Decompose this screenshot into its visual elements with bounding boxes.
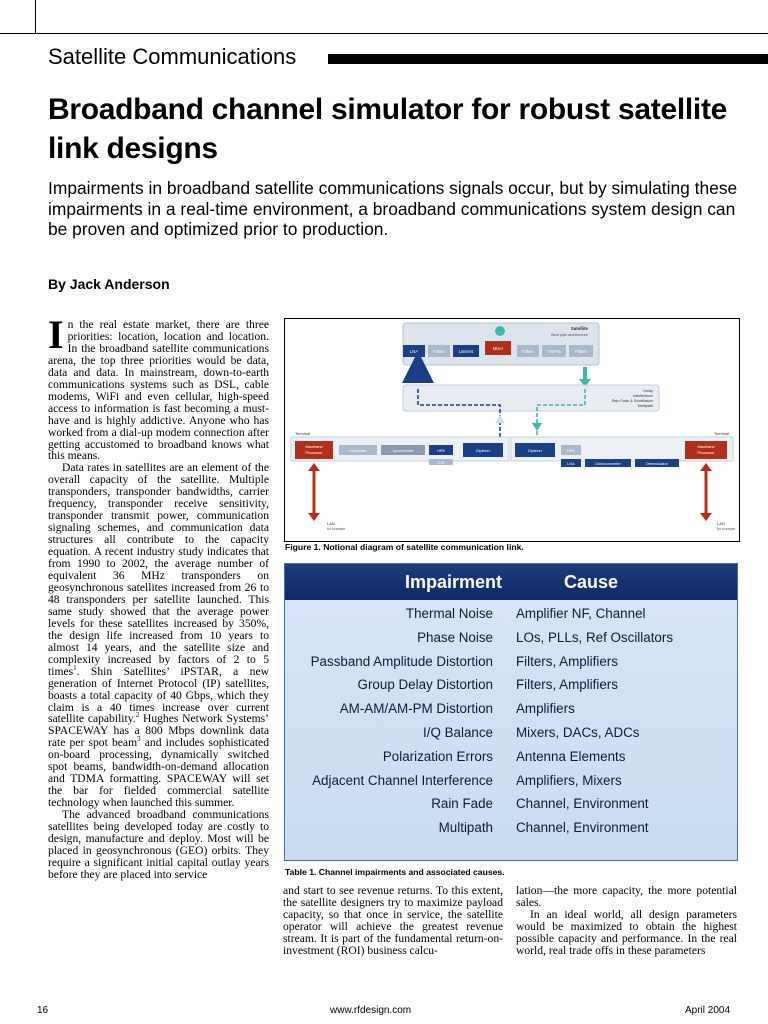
- cause-cell: LOs, PLLs, Ref Oscillators: [516, 629, 674, 645]
- rx-hpa-label: HPA: [567, 449, 575, 453]
- reference-2: 2: [135, 711, 140, 720]
- sat-filters-label: Filters: [433, 349, 445, 354]
- sat-filters-3-label: Filters: [575, 349, 587, 354]
- drop-cap: I: [48, 312, 64, 357]
- article-deck: Impairments in broadband satellite communications signals occur, but by simulating these impairments in a real-time environment, a broadband communications system design can be proven and optimized prior to production.: [48, 178, 738, 239]
- section-bar: [328, 54, 768, 64]
- impairment-cell: Multipath: [438, 820, 493, 836]
- cause-cell: Antenna Elements: [516, 748, 626, 764]
- rx-lan-arrow-down: [700, 513, 712, 521]
- footer-page-number: 16: [37, 1005, 49, 1016]
- column-3-paragraph-2: In an ideal world, all design parameters would be maximized to obtain the highest possible capacity and performance. In the real world, real trade offs in these parameters: [516, 907, 737, 957]
- paragraph-2-text-d: and includes sophisticated on-board processing, dynamically switched spot beams, bandwidth-on-demand allocation and TDMA formatting. SPACEWAY will set the bar for fielded commercial satellite technology when launched this summer.: [48, 736, 270, 810]
- sat-limiters-label: Limiters: [458, 349, 474, 354]
- tx-lan-label: LAN: [327, 521, 335, 526]
- sat-mixer-label: Mixer: [492, 346, 504, 351]
- table-header: [285, 564, 737, 600]
- paragraph-2: [48, 462, 269, 809]
- impairment-cell: Adjacent Channel Interference: [312, 772, 493, 788]
- sat-twtas-label: TWTAs: [547, 349, 561, 354]
- body-column-1: [48, 312, 270, 881]
- table-row: [285, 790, 737, 814]
- rx-baseband-block: [685, 441, 727, 459]
- body-column-2: [283, 885, 503, 957]
- tx-baseband-label: Baseband: [305, 445, 323, 449]
- cause-cell: Mixers, DACs, ADCs: [516, 724, 640, 740]
- impairment-cell: Polarization Errors: [382, 748, 493, 764]
- impairment-cell: Group Delay Distortion: [357, 677, 493, 693]
- impairment-cell: Rain Fade: [431, 796, 493, 812]
- table-row: [285, 624, 737, 648]
- satellite-sublabel: Bent pipe architecture: [551, 333, 588, 337]
- rx-processor-label: Processor: [697, 451, 715, 455]
- tx-lan-arrow-down: [308, 513, 320, 521]
- tx-modulator-label: Modulator: [349, 449, 367, 453]
- table-row: [285, 600, 737, 624]
- rx-lan-sublabel: for example: [717, 527, 736, 531]
- rx-down-arrow: [532, 423, 542, 431]
- impairment-cell: Passband Amplitude Distortion: [310, 653, 493, 669]
- column-3-paragraph-1: lation—the more capacity, the more potential sales.: [516, 884, 737, 909]
- cause-cell: Amplifiers: [516, 701, 575, 717]
- channel-box: [403, 385, 659, 411]
- table-row: [285, 648, 737, 672]
- table-row: [285, 814, 737, 838]
- paragraph-1: [48, 312, 269, 463]
- column-2-paragraph: and start to see revenue returns. To this extent, the satellite designers try to maximize payload capacity, so that once in service, the satellite operator will achieve the greatest revenue stream. It is part of the fundamental return-on-investment (ROI) business calcu-: [283, 884, 503, 957]
- rx-lna-label: LNA: [567, 462, 575, 466]
- footer-website: www.rfdesign.com: [330, 1005, 412, 1016]
- tx-lan-arrow-up: [308, 463, 320, 471]
- table-row: [285, 719, 737, 743]
- tx-terminal-label: Terminal: [295, 431, 311, 436]
- cause-cell: Channel, Environment: [516, 820, 649, 836]
- rx-downconverter-label: Downconverter: [595, 462, 621, 466]
- tx-upconverter-label: Upconverter: [392, 449, 414, 453]
- header-horizontal-rule: [0, 33, 768, 34]
- paragraph-3: The advanced broadband communications satellites being developed today are costly to design, manufacture and deploy. Most will be placed in geosynchronous (GEO) orbits. They require a significant initial capital outlay years before they are placed into service: [48, 808, 269, 881]
- cause-cell: Filters, Amplifiers: [516, 677, 618, 693]
- channel-delay-label: Delay: [643, 389, 653, 393]
- header-vertical-rule: [35, 0, 36, 34]
- rx-terminal-label: Terminal: [713, 431, 729, 436]
- rx-diplexer-label: Diplexer: [528, 449, 542, 453]
- paragraph-2-text-b: . Shin Satellites’ iPSTAR, a new generation of Internet Protocol (IP) satellites, boasts a total capacity of 40 Gbps, which they claim is a 40 times increase over current satellite capability.: [48, 664, 269, 726]
- sat-lna-label: LNA: [409, 349, 419, 354]
- table-body: [285, 600, 737, 838]
- body-column-3: [516, 885, 737, 957]
- paragraph-1-text: n the real estate market, there are three priorities: location, location and location. In the broadband satellite communications arena, the top three priorities would be data, data and data. In mainstream, down-to-earth communications systems such as DSL, cable modems, WiFi and even cellular, high-speed access to information is fast becoming a must-have and is highly addictive. Anyone who has worked from a dial-up modem connection after getting accustomed to broadband knows what this means.: [48, 318, 269, 463]
- reference-1: 1: [73, 663, 77, 672]
- impairment-cell: Thermal Noise: [405, 606, 493, 621]
- channel-multipath-label: Multipath: [637, 404, 653, 408]
- cause-cell: Filters, Amplifiers: [516, 653, 618, 669]
- impairments-table: [284, 563, 738, 861]
- tx-baseband-block: [295, 441, 333, 459]
- table-row: [285, 695, 737, 719]
- rx-lan-label: LAN: [717, 521, 725, 526]
- table-caption: Table 1. Channel impairments and associated causes.: [285, 867, 505, 877]
- section-heading: Satellite Communications: [48, 44, 297, 69]
- tx-hpa-label: HPA: [437, 449, 445, 453]
- cause-cell: Amplifier NF, Channel: [516, 606, 646, 621]
- impairment-cell: I/Q Balance: [423, 724, 493, 740]
- header-impairment: Impairment: [405, 572, 503, 592]
- tx-processor-label: Processor: [305, 451, 323, 455]
- satellite-label: Satellite: [570, 326, 588, 331]
- cause-cell: Amplifiers, Mixers: [516, 772, 622, 788]
- paragraph-2-text-c: Hughes Network Systems’ SPACEWAY has a 800 Mbps downlink data rate per spot beam: [48, 712, 269, 750]
- figure-satellite-link-diagram: [284, 318, 740, 542]
- header-cause: Cause: [564, 572, 619, 592]
- satellite-antenna-icon: [495, 326, 505, 336]
- figure-svg: [285, 319, 739, 541]
- impairment-cell: Phase Noise: [417, 629, 493, 645]
- tx-up-arrow: [495, 415, 505, 423]
- tx-lan-sublabel: for example: [327, 527, 346, 531]
- table-row: [285, 767, 737, 791]
- paragraph-2-text-a: Data rates in satellites are an element of the overall capacity of the satellite. Multiple transponders, transponder bandwidths, carrier frequency, transponder receive sensitivity, transponder transmit power, communication signaling schemes, and communication data structures all contribute to the capacity equation. A recent industry study indicates that from 1990 to 2002, the average number of equivalent 36 MHz transponders on geosynchronous satellites increased from 26 to 48 transponders per satellite launched. This same study showed that the average power levels for these satellites increased by 350%, the design life increased from 10 years to almost 14 years, and the satellite size and complexity increased by factors of 2 to 5 times: [48, 461, 269, 678]
- tx-lna-label: LNA: [437, 461, 445, 465]
- table-row: [285, 743, 737, 767]
- channel-interference-label: Interference: [632, 394, 653, 398]
- sat-filters-2-label: Filters: [522, 349, 534, 354]
- footer-date: April 2004: [685, 1005, 731, 1016]
- cause-cell: Channel, Environment: [516, 796, 649, 812]
- rx-lan-arrow-up: [700, 463, 712, 471]
- byline: By Jack Anderson: [48, 276, 170, 292]
- table-row: [285, 671, 737, 695]
- channel-rain-label: Rain Fade & Scintillation: [611, 399, 653, 403]
- rx-demodulator-label: Demodulator: [646, 462, 668, 466]
- reference-3: 3: [137, 735, 141, 744]
- article-title: Broadband channel simulator for robust satellite link designs: [48, 93, 728, 165]
- figure-caption: Figure 1. Notional diagram of satellite communication link.: [285, 542, 524, 552]
- impairment-cell: AM-AM/AM-PM Distortion: [339, 701, 493, 717]
- rx-baseband-label: Baseband: [697, 445, 715, 449]
- tx-diplexer-label: Diplexer: [476, 449, 490, 453]
